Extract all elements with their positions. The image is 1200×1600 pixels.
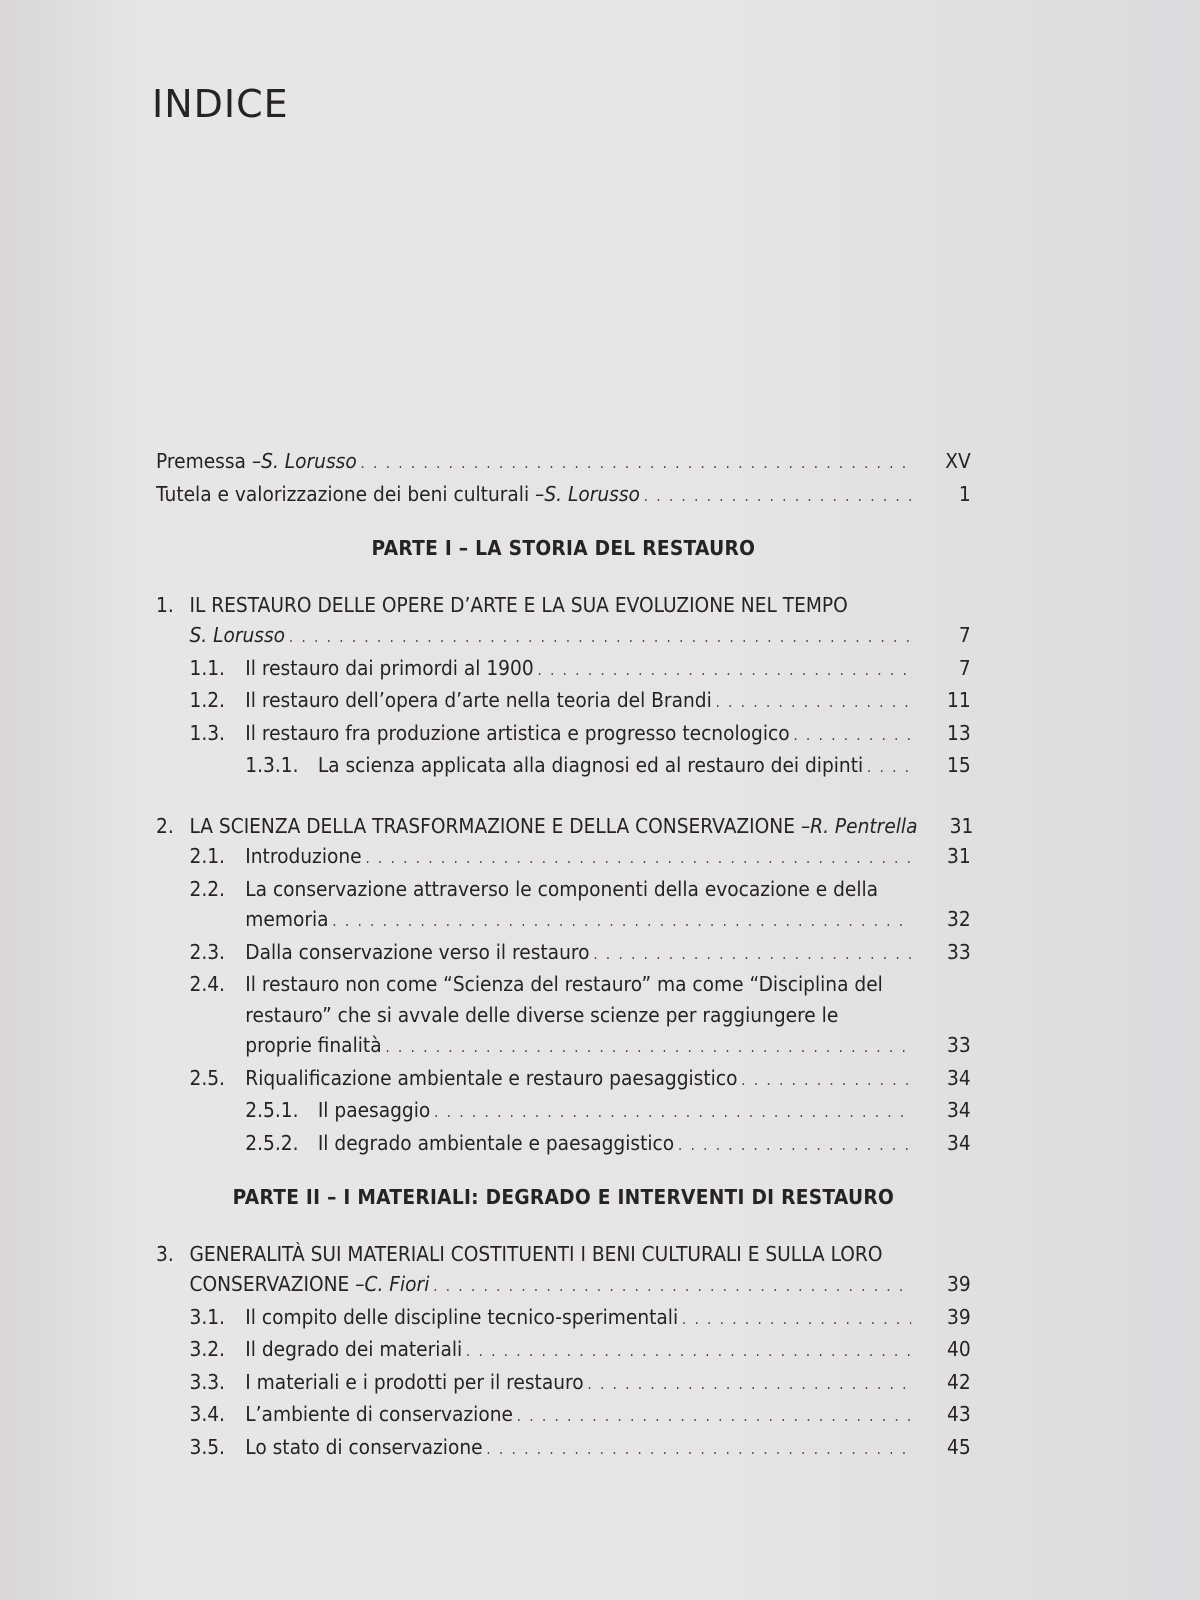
chapter-author: C. Fiori [364,1272,430,1296]
section-title: Il restauro fra produzione artistica e progresso tecnologico [245,720,790,745]
section-number: 1.2. [189,688,225,712]
entry-page: 1 [958,481,971,506]
subsection-title: La scienza applicata alla diagnosi ed al restauro dei dipinti [317,753,864,777]
leader-dots [741,1065,911,1096]
entry-author: S. Lorusso [261,449,357,473]
spacer [156,783,971,811]
leader-dots [433,1271,911,1302]
toc-entry-3-3[interactable] [156,1367,971,1400]
subsection-title: Il degrado ambientale e paesaggistico [317,1130,675,1155]
subsection-number: 2.5.1. [245,1098,299,1122]
toc-entry-2-2[interactable] [156,874,971,905]
section-page: 34 [947,1065,971,1090]
section-page: 43 [947,1402,971,1426]
toc-entry-premessa[interactable] [156,446,971,479]
toc-entry-2-1[interactable] [156,841,971,874]
leader-dots [466,1336,911,1367]
section-title: Riqualificazione ambientale e restauro paesaggistico [245,1065,738,1090]
section-page: 33 [947,1033,971,1057]
chapter-3-heading-cont[interactable] [156,1269,971,1302]
leader-dots [486,1434,911,1465]
entry-page: XV [945,449,971,473]
section-page: 40 [947,1337,971,1361]
section-number: 2.3. [189,939,225,964]
chapter-author: S. Lorusso [189,623,286,647]
section-title: La conservazione attraverso le componenti della evocazione e della [245,876,879,901]
section-title-cont: restauro” che si avvale delle diverse scienze per raggiungere le [245,1002,839,1027]
section-number: 3.5. [189,1434,225,1459]
section-number: 1.1. [189,655,225,680]
leader-dots [587,1369,911,1400]
section-page: 42 [947,1369,971,1394]
section-page: 7 [958,655,971,680]
subsection-number: 2.5.2. [245,1130,299,1155]
toc-entry-1-3-1[interactable] [156,750,971,783]
leader-dots [289,622,911,653]
toc-entry-1-2[interactable] [156,685,971,718]
chapter-3-heading[interactable] [156,1239,971,1270]
section-number: 3.2. [189,1337,225,1361]
leader-dots [678,1130,911,1161]
section-number: 3.3. [189,1369,225,1394]
section-title-cont: proprie finalità [245,1033,382,1057]
toc-entry-2-3[interactable] [156,937,971,970]
section-title: Il restauro dell’opera d’arte nella teoria del Brandi [245,688,712,712]
toc-entry-1-1[interactable] [156,653,971,686]
section-page: 32 [947,907,971,931]
leader-dots [715,687,911,718]
chapter-number: 1. [156,592,174,617]
page-title: INDICE [152,82,289,126]
section-page: 33 [947,939,971,964]
leader-dots [434,1097,911,1128]
section-title: Il restauro non come “Scienza del restauro” ma come “Disciplina del [245,972,883,996]
section-number: 2.1. [189,844,225,868]
subsection-page: 15 [947,753,971,777]
leader-dots [593,939,911,970]
toc-entry-2-5-2[interactable] [156,1128,971,1161]
chapter-2-heading[interactable] [156,811,974,842]
section-title: Dalla conservazione verso il restauro [245,939,590,964]
section-title-cont: memoria [245,907,329,931]
chapter-page: 31 [949,813,974,838]
section-page: 45 [947,1434,971,1459]
toc-entry-2-2-cont[interactable] [156,904,971,937]
leader-dots [793,720,911,751]
section-title: Il compito delle discipline tecnico-sperimentali [245,1304,679,1329]
chapter-title-cont: CONSERVAZIONE – [189,1272,365,1296]
toc-entry-3-1[interactable] [156,1302,971,1335]
leader-dots [332,906,911,937]
leader-dots [517,1401,911,1432]
chapter-author: R. Pentrella [810,813,918,838]
chapter-title: GENERALITÀ SUI MATERIALI COSTITUENTI I BENI CULTURALI E SULLA LORO [189,1241,883,1266]
leader-dots [644,481,912,512]
subsection-title: Il paesaggio [317,1098,431,1122]
toc-entry-1-3[interactable] [156,718,971,751]
chapter-number: 3. [156,1241,174,1266]
entry-author: S. Lorusso [544,481,640,506]
chapter-title: LA SCIENZA DELLA TRASFORMAZIONE E DELLA CONSERVAZIONE – [189,813,811,838]
section-title: Introduzione [245,844,362,868]
leader-dots [867,752,911,783]
section-page: 39 [947,1304,971,1329]
chapter-number: 2. [156,813,174,838]
chapter-1-author-line[interactable] [156,620,971,653]
chapter-title: IL RESTAURO DELLE OPERE D’ARTE E LA SUA EVOLUZIONE NEL TEMPO [189,592,848,617]
leader-dots [537,655,911,686]
entry-text: Premessa – [156,449,262,473]
section-page: 31 [947,844,971,868]
section-number: 2.4. [189,972,225,996]
toc-entry-2-4-cont2[interactable] [156,1030,971,1063]
section-number: 1.3. [189,720,225,745]
leader-dots [365,843,911,874]
toc-entry-2-4[interactable] [156,969,971,1000]
section-number: 2.5. [189,1065,225,1090]
toc-entry-2-5-1[interactable] [156,1095,971,1128]
section-page: 13 [947,720,971,745]
chapter-page: 39 [947,1272,971,1296]
entry-text: Tutela e valorizzazione dei beni culturali – [156,481,545,506]
subsection-page: 34 [947,1130,971,1155]
part-heading-1: PARTE I – LA STORIA DEL RESTAURO [371,536,756,560]
subsection-number: 1.3.1. [245,753,299,777]
table-of-contents [156,446,974,1464]
toc-entry-2-4-cont1[interactable] [156,1000,971,1031]
subsection-page: 34 [947,1098,971,1122]
section-number: 2.2. [189,876,225,901]
section-title: L’ambiente di conservazione [245,1402,513,1426]
section-page: 11 [947,688,971,712]
section-title: Il degrado dei materiali [245,1337,463,1361]
section-title: Lo stato di conservazione [245,1434,483,1459]
leader-dots [682,1304,911,1335]
leader-dots [360,448,911,479]
section-title: I materiali e i prodotti per il restauro [245,1369,584,1394]
toc-entry-2-5[interactable] [156,1063,971,1096]
part-heading-2: PARTE II – I MATERIALI: DEGRADO E INTERVENTI DI RESTAURO [232,1185,895,1209]
section-number: 3.1. [189,1304,225,1329]
toc-entry-3-5[interactable] [156,1432,971,1465]
section-title: Il restauro dai primordi al 1900 [245,655,534,680]
toc-entry-tutela[interactable] [156,479,971,512]
section-number: 3.4. [189,1402,225,1426]
toc-entry-3-2[interactable] [156,1334,971,1367]
chapter-1-heading[interactable] [156,590,971,621]
chapter-page: 7 [958,623,971,647]
toc-entry-3-4[interactable] [156,1399,971,1432]
leader-dots [385,1032,911,1063]
